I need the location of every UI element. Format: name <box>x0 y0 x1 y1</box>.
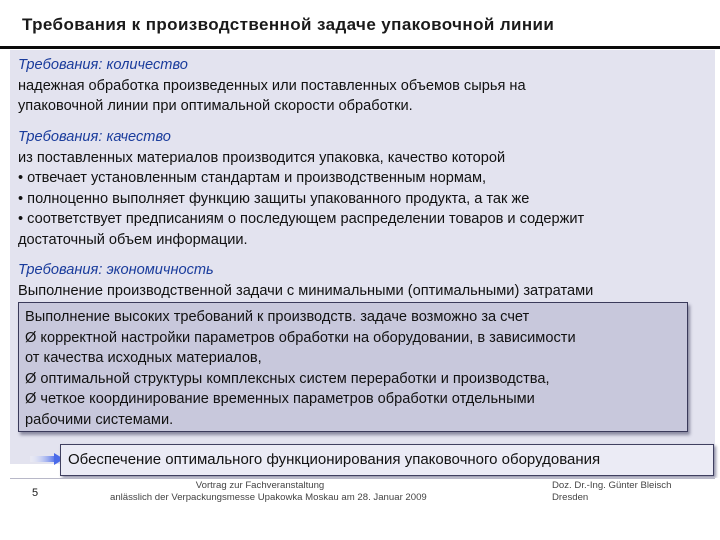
footer-event <box>110 480 427 504</box>
section-text-line: из поставленных материалов производится упаковка, качество которой <box>18 149 506 166</box>
bullet-item: • полноценно выполняет функцию защиты упакованного продукта, а так же <box>18 190 530 207</box>
section-heading-economy: Требования: экономичность <box>18 262 214 278</box>
result-text: Обеспечение оптимального функционирования упаковочного оборудования <box>68 451 601 468</box>
section-text-line: достаточный объем информации. <box>18 231 248 248</box>
footer-divider <box>10 478 715 479</box>
result-box <box>60 444 714 476</box>
slide-title: Требования к производственной задаче упаковочной линии <box>22 15 555 34</box>
detail-box <box>18 302 688 432</box>
detail-line: Выполнение высоких требований к производств. задаче возможно за счет <box>25 309 530 325</box>
footer-author-city: Dresden <box>552 492 589 503</box>
section-quantity <box>18 55 526 117</box>
detail-line: от качества исходных материалов, <box>25 350 262 366</box>
bullet-item: • отвечает установленным стандартам и производственным нормам, <box>18 170 487 186</box>
footer-event-line: Vortrag zur Fachveranstaltung <box>195 480 325 491</box>
page-number: 5 <box>32 487 39 499</box>
bullet-item: • соответствует предписаниям о последующем распределении товаров и содержит <box>18 211 585 227</box>
title-divider <box>0 46 720 49</box>
detail-bullet: Ø оптимальной структуры комплексных систем переработки и производства, <box>25 370 550 387</box>
detail-bullet: Ø корректной настройки параметров обработки на оборудовании, в зависимости <box>25 329 576 346</box>
footer-author <box>552 480 671 504</box>
section-heading-quality: Требования: качество <box>18 129 171 145</box>
section-text-line: Выполнение производственной задачи с минимальными (оптимальными) затратами <box>18 282 594 299</box>
footer-author-name: Doz. Dr.-Ing. Günter Bleisch <box>552 480 672 491</box>
detail-text <box>25 307 576 430</box>
section-text-line: упаковочной линии при оптимальной скорости обработки. <box>18 98 413 114</box>
section-text-line: надежная обработка произведенных или поставленных объемов сырья на <box>18 77 526 94</box>
detail-line: рабочими системами. <box>25 411 174 428</box>
detail-bullet: Ø четкое координирование временных параметров обработки отдельными <box>25 391 535 407</box>
title-bar <box>0 0 720 50</box>
section-quality <box>18 127 584 250</box>
right-arrow-icon <box>30 453 64 465</box>
section-heading-quantity: Требования: количество <box>18 57 188 73</box>
section-economy <box>18 260 593 301</box>
footer <box>0 478 720 540</box>
footer-event-line: anlässlich der Verpackungsmesse Upakowka Moskau am 28. Januar 2009 <box>110 492 427 503</box>
